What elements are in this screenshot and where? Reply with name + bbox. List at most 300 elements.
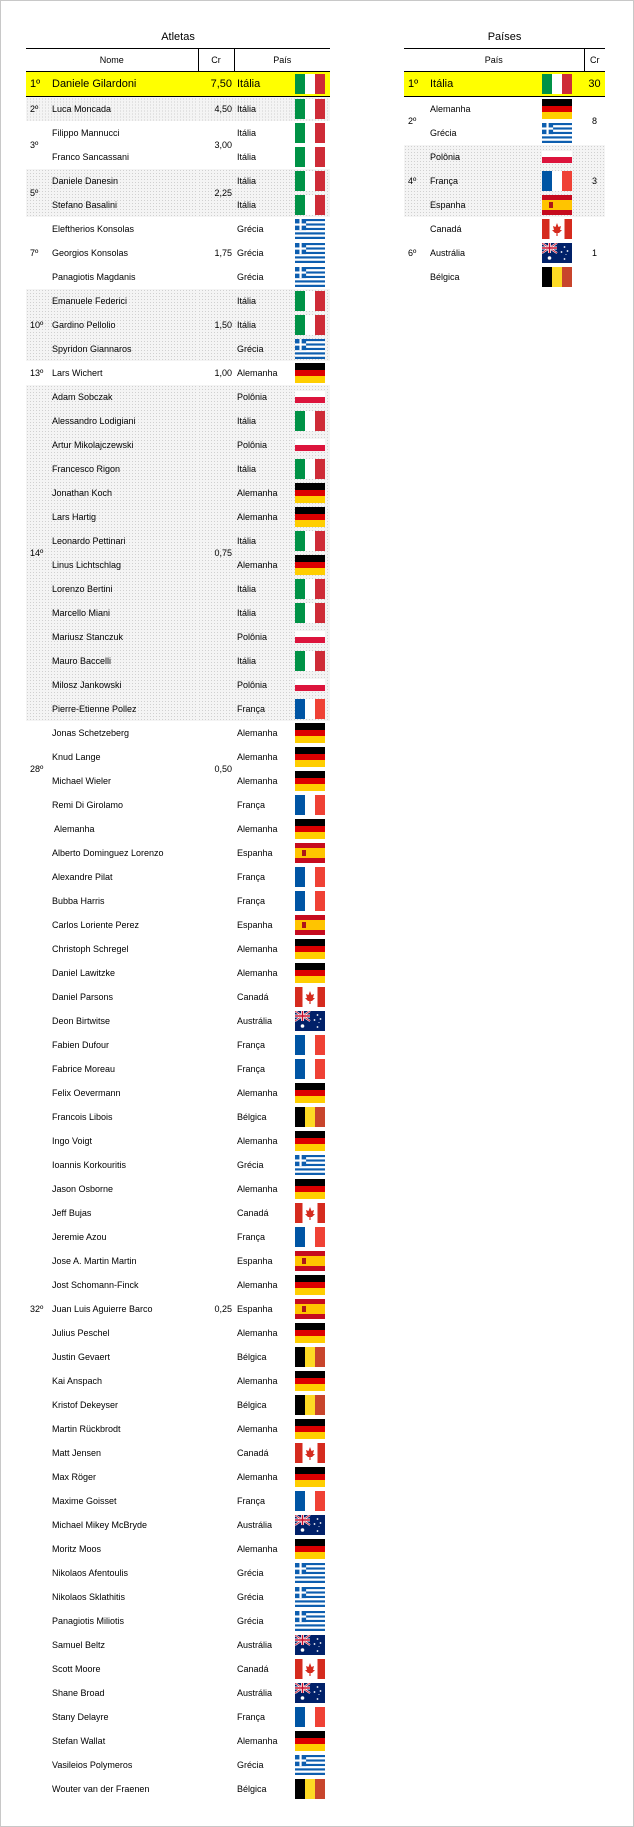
score-cell: 3 — [584, 145, 605, 217]
country-name: Grécia — [234, 337, 290, 361]
country-name: Itália — [234, 289, 290, 313]
athlete-name: Linus Lichtschlag — [50, 553, 198, 577]
flag-cell — [290, 1225, 330, 1249]
flag-pl-icon — [295, 627, 325, 647]
athlete-name: Franco Sancassani — [52, 152, 130, 162]
country-name: Itália — [234, 649, 290, 673]
table-row — [26, 289, 330, 313]
flag-cell — [530, 145, 584, 169]
table-row — [26, 241, 330, 265]
score-cell: 8 — [592, 116, 598, 126]
flag-cell — [290, 217, 330, 241]
flag-gr-icon — [295, 1587, 325, 1607]
flag-it-icon — [295, 99, 325, 119]
flag-it-icon — [542, 74, 572, 94]
athlete-name: Knud Lange — [52, 752, 101, 762]
athlete-name: Carlos Loriente Perez — [52, 920, 140, 930]
flag-cell — [290, 1369, 330, 1393]
table-row — [26, 1273, 330, 1297]
flag-cell — [530, 265, 584, 289]
flag-au-icon — [295, 1011, 325, 1031]
flag-cell — [290, 1777, 330, 1801]
athlete-name: Alemanha — [54, 824, 95, 834]
table-row — [26, 889, 330, 913]
country-name: Alemanha — [234, 481, 290, 505]
table-row — [26, 1729, 330, 1753]
athlete-name: Wouter van der Fraenen — [52, 1784, 150, 1794]
athlete-name: Lars Hartig — [50, 505, 198, 529]
table-row — [26, 1561, 330, 1585]
flag-de-icon — [295, 1419, 325, 1439]
flag-de-icon — [295, 1323, 325, 1343]
table-row — [26, 1129, 330, 1153]
flag-de-icon — [295, 1539, 325, 1559]
country-name: Grécia — [237, 248, 264, 258]
athlete-name: Alberto Dominguez Lorenzo — [52, 848, 164, 858]
table-row — [26, 1441, 330, 1465]
flag-gr-icon — [295, 339, 325, 359]
flag-cell — [530, 97, 584, 122]
flag-gr-icon — [295, 267, 325, 287]
table-row — [26, 865, 330, 889]
table-row — [26, 313, 330, 337]
table-row — [26, 433, 330, 457]
country-name: Alemanha — [234, 553, 290, 577]
athlete-name: Mauro Baccelli — [50, 649, 198, 673]
flag-cell — [290, 769, 330, 793]
flag-cell — [290, 241, 330, 265]
flag-fr-icon — [295, 891, 325, 911]
country-name: Alemanha — [237, 752, 278, 762]
flag-cell — [290, 457, 330, 481]
table-row — [26, 265, 330, 289]
flag-cell — [290, 385, 330, 409]
table-row — [26, 1681, 330, 1705]
flag-cell — [530, 193, 584, 217]
table-row — [26, 193, 330, 217]
country-name: Grécia — [237, 1592, 264, 1602]
flag-es-icon — [295, 1251, 325, 1271]
country-name: Espanha — [237, 848, 273, 858]
athlete-name: Panagiotis Miliotis — [52, 1616, 125, 1626]
flag-de-icon — [295, 507, 325, 527]
athlete-name: Stefan Wallat — [52, 1736, 106, 1746]
athlete-name: Pierre-Etienne Pollez — [50, 697, 198, 721]
flag-cell — [290, 841, 330, 865]
table-row — [26, 913, 330, 937]
country-name: França — [237, 1232, 266, 1242]
athlete-name: Max Röger — [52, 1472, 97, 1482]
country-name: Espanha — [237, 920, 273, 930]
country-name: Austrália — [237, 1016, 273, 1026]
table-row — [404, 97, 605, 122]
flag-cell — [290, 481, 330, 505]
athlete-name: Ioannis Korkouritis — [52, 1160, 127, 1170]
flag-gr-icon — [295, 219, 325, 239]
athlete-name: Moritz Moos — [52, 1544, 102, 1554]
country-name: Canadá — [237, 992, 269, 1002]
rank-cell: 13º — [30, 368, 44, 378]
table-row — [26, 697, 330, 721]
flag-es-icon — [295, 1299, 325, 1319]
country-name: Alemanha — [237, 368, 278, 378]
flag-it-icon — [295, 651, 325, 671]
flag-de-icon — [295, 1179, 325, 1199]
country-name: Alemanha — [430, 104, 471, 114]
flag-gr-icon — [295, 1755, 325, 1775]
flag-gr-icon — [295, 1611, 325, 1631]
flag-cell — [290, 505, 330, 529]
athlete-name: Nikolaos Sklathitis — [52, 1592, 126, 1602]
flag-ca-icon — [295, 1659, 325, 1679]
country-name: Itália — [234, 601, 290, 625]
country-name: Canadá — [237, 1208, 269, 1218]
athlete-name: Fabrice Moreau — [52, 1064, 116, 1074]
rank-cell: 32º — [30, 1304, 44, 1314]
table-row — [26, 1033, 330, 1057]
table-row — [404, 241, 605, 265]
flag-cell — [290, 1345, 330, 1369]
flag-it-icon — [295, 531, 325, 551]
flag-cell — [530, 217, 584, 241]
table-row — [26, 217, 330, 241]
country-name: Itália — [234, 457, 290, 481]
country-name: Bélgica — [430, 272, 460, 282]
table-row — [26, 409, 330, 433]
country-name: Austrália — [237, 1640, 273, 1650]
rank-cell: 2º — [26, 97, 50, 122]
table-row — [26, 529, 330, 553]
score-cell: 1,75 — [214, 248, 232, 258]
flag-cell — [290, 1729, 330, 1753]
rank-cell: 6º — [408, 248, 417, 258]
table-row — [404, 217, 605, 241]
flag-cell — [290, 1057, 330, 1081]
flag-cell — [290, 337, 330, 361]
country-name: França — [237, 800, 266, 810]
country-name: Alemanha — [237, 1424, 278, 1434]
athlete-name: Bubba Harris — [52, 896, 105, 906]
flag-cell — [290, 817, 330, 841]
flag-de-icon — [295, 939, 325, 959]
flag-it-icon — [295, 147, 325, 167]
flag-it-icon — [295, 74, 325, 94]
flag-cell — [290, 745, 330, 769]
table-row — [26, 1465, 330, 1489]
country-name: Alemanha — [237, 1736, 278, 1746]
table-row — [26, 385, 330, 409]
flag-fr-icon — [295, 795, 325, 815]
country-name: Alemanha — [234, 505, 290, 529]
flag-it-icon — [295, 459, 325, 479]
table-row — [26, 553, 330, 577]
flag-cell — [290, 1009, 330, 1033]
country-name: Polônia — [234, 673, 290, 697]
athlete-name: Michael Mikey McBryde — [52, 1520, 148, 1530]
table-row — [404, 121, 605, 145]
flag-fr-icon — [295, 1491, 325, 1511]
flag-cell — [290, 1201, 330, 1225]
score-cell: 1,50 — [198, 289, 234, 361]
country-name: Alemanha — [237, 1088, 278, 1098]
flag-cell — [530, 121, 584, 145]
table-row — [26, 1081, 330, 1105]
athlete-name: Ingo Voigt — [52, 1136, 93, 1146]
flag-it-icon — [295, 315, 325, 335]
table-row — [26, 673, 330, 697]
country-name: Bélgica — [237, 1352, 267, 1362]
flag-de-icon — [295, 723, 325, 743]
flag-ca-icon — [542, 219, 572, 239]
flag-pl-icon — [542, 147, 572, 167]
country-name: Itália — [234, 193, 290, 217]
country-name: França — [237, 872, 266, 882]
table-row — [26, 97, 330, 122]
flag-cell — [290, 1153, 330, 1177]
athlete-name: Eleftherios Konsolas — [52, 224, 135, 234]
flag-au-icon — [542, 243, 572, 263]
athlete-name: Lars Wichert — [52, 368, 103, 378]
table-row — [26, 1345, 330, 1369]
country-name: Itália — [234, 409, 290, 433]
rank-cell: 14º — [26, 385, 50, 721]
flag-de-icon — [295, 1467, 325, 1487]
flag-cell — [290, 601, 330, 625]
country-name: Alemanha — [237, 824, 278, 834]
flag-gr-icon — [295, 1563, 325, 1583]
country-name: Bélgica — [237, 1784, 267, 1794]
flag-cell — [290, 1417, 330, 1441]
athlete-name: Maxime Goisset — [52, 1496, 117, 1506]
rank-cell: 10º — [26, 289, 50, 361]
athlete-name: Leonardo Pettinari — [50, 529, 198, 553]
flag-gr-icon — [542, 123, 572, 143]
flag-de-icon — [295, 483, 325, 503]
country-name: Grécia — [237, 1568, 264, 1578]
flag-it-icon — [295, 579, 325, 599]
flag-fr-icon — [295, 699, 325, 719]
table-row — [26, 1153, 330, 1177]
table-row — [404, 193, 605, 217]
athlete-name: Christoph Schregel — [52, 944, 129, 954]
athlete-name: Vasileios Polymeros — [52, 1760, 133, 1770]
flag-cell — [290, 97, 330, 122]
table-row — [26, 649, 330, 673]
athlete-name: Adam Sobczak — [50, 385, 198, 409]
athletes-title: Atletas — [161, 31, 195, 43]
athlete-name: Marcello Miani — [50, 601, 198, 625]
flag-be-icon — [295, 1107, 325, 1127]
country-name: Polônia — [234, 433, 290, 457]
athlete-name: Kai Anspach — [52, 1376, 103, 1386]
flag-cell — [290, 889, 330, 913]
score-cell: 7,50 — [198, 72, 234, 97]
flag-fr-icon — [295, 867, 325, 887]
flag-de-icon — [295, 747, 325, 767]
table-row — [26, 505, 330, 529]
athlete-name: Georgios Konsolas — [52, 248, 129, 258]
country-name: Grécia — [237, 1160, 264, 1170]
athlete-name: Francesco Rigon — [50, 457, 198, 481]
athlete-name: Justin Gevaert — [52, 1352, 111, 1362]
rank-cell: 4º — [404, 145, 428, 217]
rank-cell: 28º — [30, 764, 44, 774]
country-name: França — [428, 169, 530, 193]
flag-cell — [290, 1033, 330, 1057]
table-row — [26, 361, 330, 385]
flag-cell — [290, 793, 330, 817]
athlete-name: Daniele Gilardoni — [50, 72, 198, 97]
country-name: Alemanha — [237, 944, 278, 954]
table-row — [26, 1057, 330, 1081]
athlete-name: Michael Wieler — [52, 776, 112, 786]
athlete-name: Matt Jensen — [52, 1448, 102, 1458]
athlete-name: Shane Broad — [52, 1688, 105, 1698]
flag-be-icon — [295, 1779, 325, 1799]
table-row — [26, 577, 330, 601]
flag-be-icon — [542, 267, 572, 287]
country-name: Austrália — [237, 1520, 273, 1530]
table-row — [26, 985, 330, 1009]
country-name: Espanha — [428, 193, 530, 217]
score-cell: 0,50 — [214, 764, 232, 774]
countries-title: Países — [487, 31, 522, 43]
table-row — [404, 145, 605, 169]
athlete-name: Gardino Pellolio — [50, 313, 198, 337]
country-name: Alemanha — [237, 968, 278, 978]
score-cell: 4,50 — [198, 97, 234, 122]
table-row — [26, 1417, 330, 1441]
flag-cell — [290, 121, 330, 145]
flag-cell — [290, 625, 330, 649]
country-name: Alemanha — [237, 1376, 278, 1386]
athlete-name: Jason Osborne — [52, 1184, 114, 1194]
flag-au-icon — [295, 1515, 325, 1535]
flag-de-icon — [542, 99, 572, 119]
country-name: Austrália — [430, 248, 466, 258]
table-row — [26, 1105, 330, 1129]
flag-es-icon — [295, 915, 325, 935]
country-name: Alemanha — [237, 728, 278, 738]
flag-pl-icon — [295, 675, 325, 695]
country-name: Itália — [237, 128, 257, 138]
athlete-name: Kristof Dekeyser — [52, 1400, 119, 1410]
athlete-name: Martin Rückbrodt — [52, 1424, 121, 1434]
athlete-name: Filippo Mannucci — [52, 128, 120, 138]
table-row — [26, 145, 330, 169]
flag-it-icon — [295, 171, 325, 191]
table-row — [26, 841, 330, 865]
table-row — [26, 1633, 330, 1657]
flag-de-icon — [295, 1131, 325, 1151]
flag-cell — [290, 289, 330, 313]
rank-cell: 1º — [404, 72, 428, 97]
flag-de-icon — [295, 555, 325, 575]
country-name: Itália — [234, 97, 290, 122]
country-name: Grécia — [237, 1616, 264, 1626]
athlete-name: Stany Delayre — [52, 1712, 109, 1722]
flag-ca-icon — [295, 1203, 325, 1223]
flag-cell — [290, 1657, 330, 1681]
athlete-name: Daniele Danesin — [50, 169, 198, 193]
flag-it-icon — [295, 603, 325, 623]
table-row — [26, 721, 330, 745]
country-name: Alemanha — [237, 1136, 278, 1146]
flag-cell — [290, 577, 330, 601]
flag-de-icon — [295, 1731, 325, 1751]
table-row — [26, 1753, 330, 1777]
table-row — [26, 937, 330, 961]
flag-cell — [290, 1273, 330, 1297]
country-name: Espanha — [237, 1304, 273, 1314]
table-row — [26, 1297, 330, 1321]
score-cell: 0,25 — [214, 1304, 232, 1314]
score-cell: 1 — [592, 248, 598, 258]
flag-cell — [530, 72, 584, 97]
country-name: França — [237, 1040, 266, 1050]
table-row — [26, 817, 330, 841]
flag-de-icon — [295, 1083, 325, 1103]
flag-it-icon — [295, 411, 325, 431]
table-row — [26, 1201, 330, 1225]
table-row — [404, 72, 605, 97]
athlete-name: Samuel Beltz — [52, 1640, 106, 1650]
table-row — [26, 625, 330, 649]
flag-cell — [290, 1105, 330, 1129]
flag-cell — [530, 169, 584, 193]
rank-cell: 3º — [30, 140, 39, 150]
athlete-name: Luca Moncada — [50, 97, 198, 122]
flag-cell — [290, 1441, 330, 1465]
flag-be-icon — [295, 1347, 325, 1367]
country-name: Espanha — [237, 1256, 273, 1266]
flag-de-icon — [295, 1275, 325, 1295]
flag-cell — [290, 1681, 330, 1705]
table-row — [26, 1177, 330, 1201]
country-name: Grécia — [237, 1760, 264, 1770]
table-row — [26, 1393, 330, 1417]
rank-cell: 7º — [30, 248, 39, 258]
athlete-name: Daniel Parsons — [52, 992, 114, 1002]
table-row — [26, 1609, 330, 1633]
country-name: Austrália — [237, 1688, 273, 1698]
score-cell: 30 — [584, 72, 605, 97]
flag-cell — [290, 1249, 330, 1273]
country-name: França — [237, 1496, 266, 1506]
flag-pl-icon — [295, 387, 325, 407]
table-row — [26, 457, 330, 481]
country-name: Alemanha — [237, 1472, 278, 1482]
flag-pl-icon — [295, 435, 325, 455]
table-row — [26, 1657, 330, 1681]
flag-cell — [290, 985, 330, 1009]
table-row — [26, 1225, 330, 1249]
flag-cell — [290, 265, 330, 289]
country-name: Bélgica — [237, 1400, 267, 1410]
flag-cell — [290, 1129, 330, 1153]
table-row — [26, 1249, 330, 1273]
country-name: Grécia — [237, 224, 264, 234]
flag-cell — [290, 1705, 330, 1729]
flag-it-icon — [295, 123, 325, 143]
athlete-name: Remi Di Girolamo — [52, 800, 124, 810]
flag-fr-icon — [295, 1059, 325, 1079]
country-name: Bélgica — [237, 1112, 267, 1122]
country-name: Itália — [234, 169, 290, 193]
athlete-name: Jonas Schetzeberg — [52, 728, 130, 738]
flag-cell — [290, 1081, 330, 1105]
header-cr: Cr — [584, 49, 605, 72]
